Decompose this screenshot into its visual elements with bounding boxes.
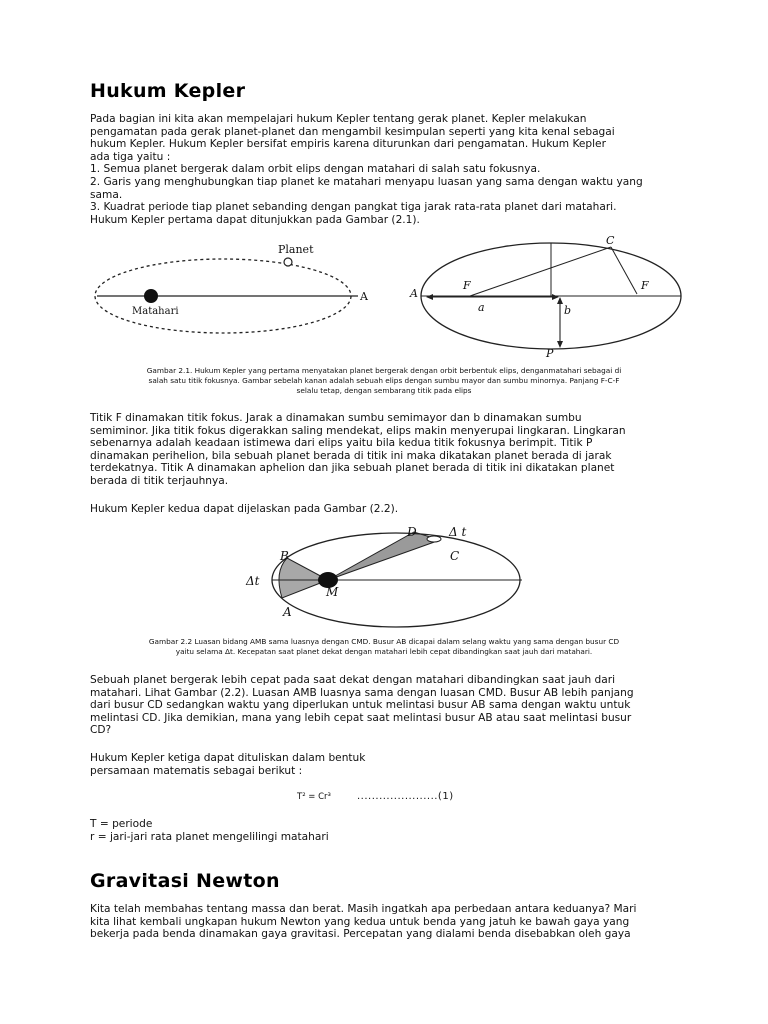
focus-to-c-line (470, 247, 611, 296)
text-line: dari busur CD sedangkan waktu yang diperlukan untuk melintasi busur AB sama dengan waktu untuk (90, 699, 631, 712)
text-line: r = jari-jari rata planet mengelilingi matahari (90, 830, 329, 843)
text-line: sama. (90, 188, 123, 201)
arrowhead (426, 294, 433, 300)
sector-cmd (328, 532, 440, 580)
label-b-axis: b (564, 304, 572, 317)
text-line: Sebuah planet bergerak lebih cepat pada saat dekat dengan matahari dibandingkan saat jauh dari (90, 674, 616, 686)
text-line: semiminor. Jika titik fokus digerakkan saling mendekat, elips makin menyerupai lingkaran. Lingkaran (90, 424, 626, 437)
text-line: hukum Kepler. Hukum Kepler bersifat empiris karena diturunkan dari pengamatan. Hukum Kepler (90, 138, 606, 151)
caption-line: yaitu selama Δt. Kecepatan saat planet dekat dengan matahari lebih cepat dibandingkan saat jauh dari matahari. (175, 647, 593, 656)
figure-2-1-caption (90, 366, 678, 396)
label-c: C (450, 549, 460, 563)
caption-line: Gambar 2.2 Luasan bidang AMB sama luasnya dengan CMD. Busur AB dicapai dalam selang waktu yang sama dengan busur CD (148, 637, 620, 646)
equation-formula: T² = Cr³ (297, 792, 331, 802)
sun-matahari (144, 289, 158, 303)
text-line: T = periode (90, 818, 153, 830)
text-line: CD? (90, 724, 112, 737)
label-a-axis: a (478, 301, 485, 314)
text-line: Kita telah membahas tentang massa dan berat. Masih ingatkah apa perbedaan antara keduanya? Mari (90, 903, 637, 915)
text-line: ada tiga yaitu : (90, 150, 171, 163)
text-line: kita lihat kembali ungkapan hukum Newton yang kedua untuk benda yang jatuh ke bawah gaya yang (90, 915, 630, 928)
label-p: P (546, 347, 554, 360)
intro-paragraph (90, 113, 680, 226)
text-line: Titik F dinamakan titik fokus. Jarak a dinamakan sumbu semimayor dan b dinamakan sumbu (90, 412, 582, 424)
equation-number: ......................(1) (357, 791, 454, 802)
label-a: A (283, 605, 292, 619)
caption-line: Gambar 2.1. Hukum Kepler yang pertama menyatakan planet bergerak dengan orbit berbentuk elips, denganmatahari sebagai di (146, 366, 622, 375)
focus-paragraph (90, 412, 680, 488)
text-line: 2. Garis yang menghubungkan tiap planet ke matahari menyapu luasan yang sama dengan waktu yang (90, 175, 643, 188)
text-line: Hukum Kepler pertama dapat ditunjukkan pada Gambar (2.1). (90, 213, 420, 226)
label-delta-t-top: Δ t (449, 525, 467, 539)
label-b: B (280, 549, 289, 563)
label-a-point: A (410, 287, 418, 300)
caption-line: salah satu titik fokusnya. Gambar sebelah kanan adalah sebuah elips dengan sumbu mayor dan sumbu minornya. Panjang F-C-F (148, 376, 620, 385)
label-m: M (326, 585, 339, 599)
figure-2-2-equal-areas (244, 522, 544, 627)
speed-paragraph (90, 674, 680, 737)
label-f-left: F (463, 279, 471, 292)
text-line: 3. Kuadrat periode tiap planet sebanding dengan pangkat tiga jarak rata-rata planet dari matahari. (90, 201, 617, 214)
variable-definitions (90, 818, 680, 843)
arrowhead (557, 341, 563, 348)
label-c: C (606, 234, 615, 247)
planet-dot (284, 258, 292, 266)
text-line: bekerja pada benda dinamakan gaya gravitasi. Percepatan yang dialami benda disebabkan oleh gaya (90, 928, 631, 941)
figure-2-1-orbit (92, 240, 382, 350)
text-line: Pada bagian ini kita akan mempelajari hukum Kepler tentang gerak planet. Kepler melakukan (90, 113, 587, 125)
section-title-hukum-kepler: Hukum Kepler (90, 80, 246, 102)
text-line: melintasi CD. Jika demikian, mana yang lebih cepat saat melintasi busur AB atau saat melintasi busur (90, 711, 632, 724)
text-line: terdekatnya. Titik A dinamakan aphelion dan jika sebuah planet berada di titik ini dikatakan planet (90, 462, 615, 475)
caption-line: selalu tetap, dengan sembarang titik pada elips (296, 386, 472, 395)
label-delta-t-left: Δt (246, 574, 260, 588)
label-f-right: F (641, 279, 649, 292)
label-planet: Planet (278, 243, 314, 256)
figure-2-2-caption (98, 637, 670, 657)
third-law-intro (90, 752, 680, 777)
label-a: A (360, 290, 368, 303)
text-line: sebenarnya adalah keadaan istimewa dari elips yaitu bila kedua titik fokusnya berimpit. Titik P (90, 437, 593, 450)
planet-c (427, 536, 441, 542)
text-line: 1. Semua planet bergerak dalam orbit elips dengan matahari di salah satu fokusnya. (90, 163, 541, 176)
text-line: Hukum Kepler ketiga dapat dituliskan dalam bentuk (90, 752, 366, 764)
text-line: matahari. Lihat Gambar (2.2). Luasan AMB luasnya sama dengan luasan CMD. Busur AB lebih panjang (90, 686, 634, 699)
label-matahari: Matahari (132, 306, 179, 317)
second-law-intro (90, 503, 680, 516)
text-line: dinamakan perihelion, bila sebuah planet berada di titik ini maka dikatakan planet berada di jarak (90, 449, 612, 462)
text-line: berada di titik terjauhnya. (90, 474, 229, 487)
figure-2-1-ellipse-axes (408, 234, 698, 359)
text-line: pengamatan pada gerak planet-planet dan mengambil kesimpulan seperti yang kita kenal sebagai (90, 125, 615, 138)
c-to-focus-line (611, 247, 637, 294)
gravitasi-paragraph (90, 903, 680, 941)
section-title-gravitasi-newton: Gravitasi Newton (90, 870, 280, 892)
arrowhead (557, 297, 563, 304)
text-line: persamaan matematis sebagai berikut : (90, 764, 303, 777)
text-line: Hukum Kepler kedua dapat dijelaskan pada Gambar (2.2). (90, 503, 399, 515)
label-d: D (407, 525, 417, 539)
arrowhead (552, 294, 559, 300)
